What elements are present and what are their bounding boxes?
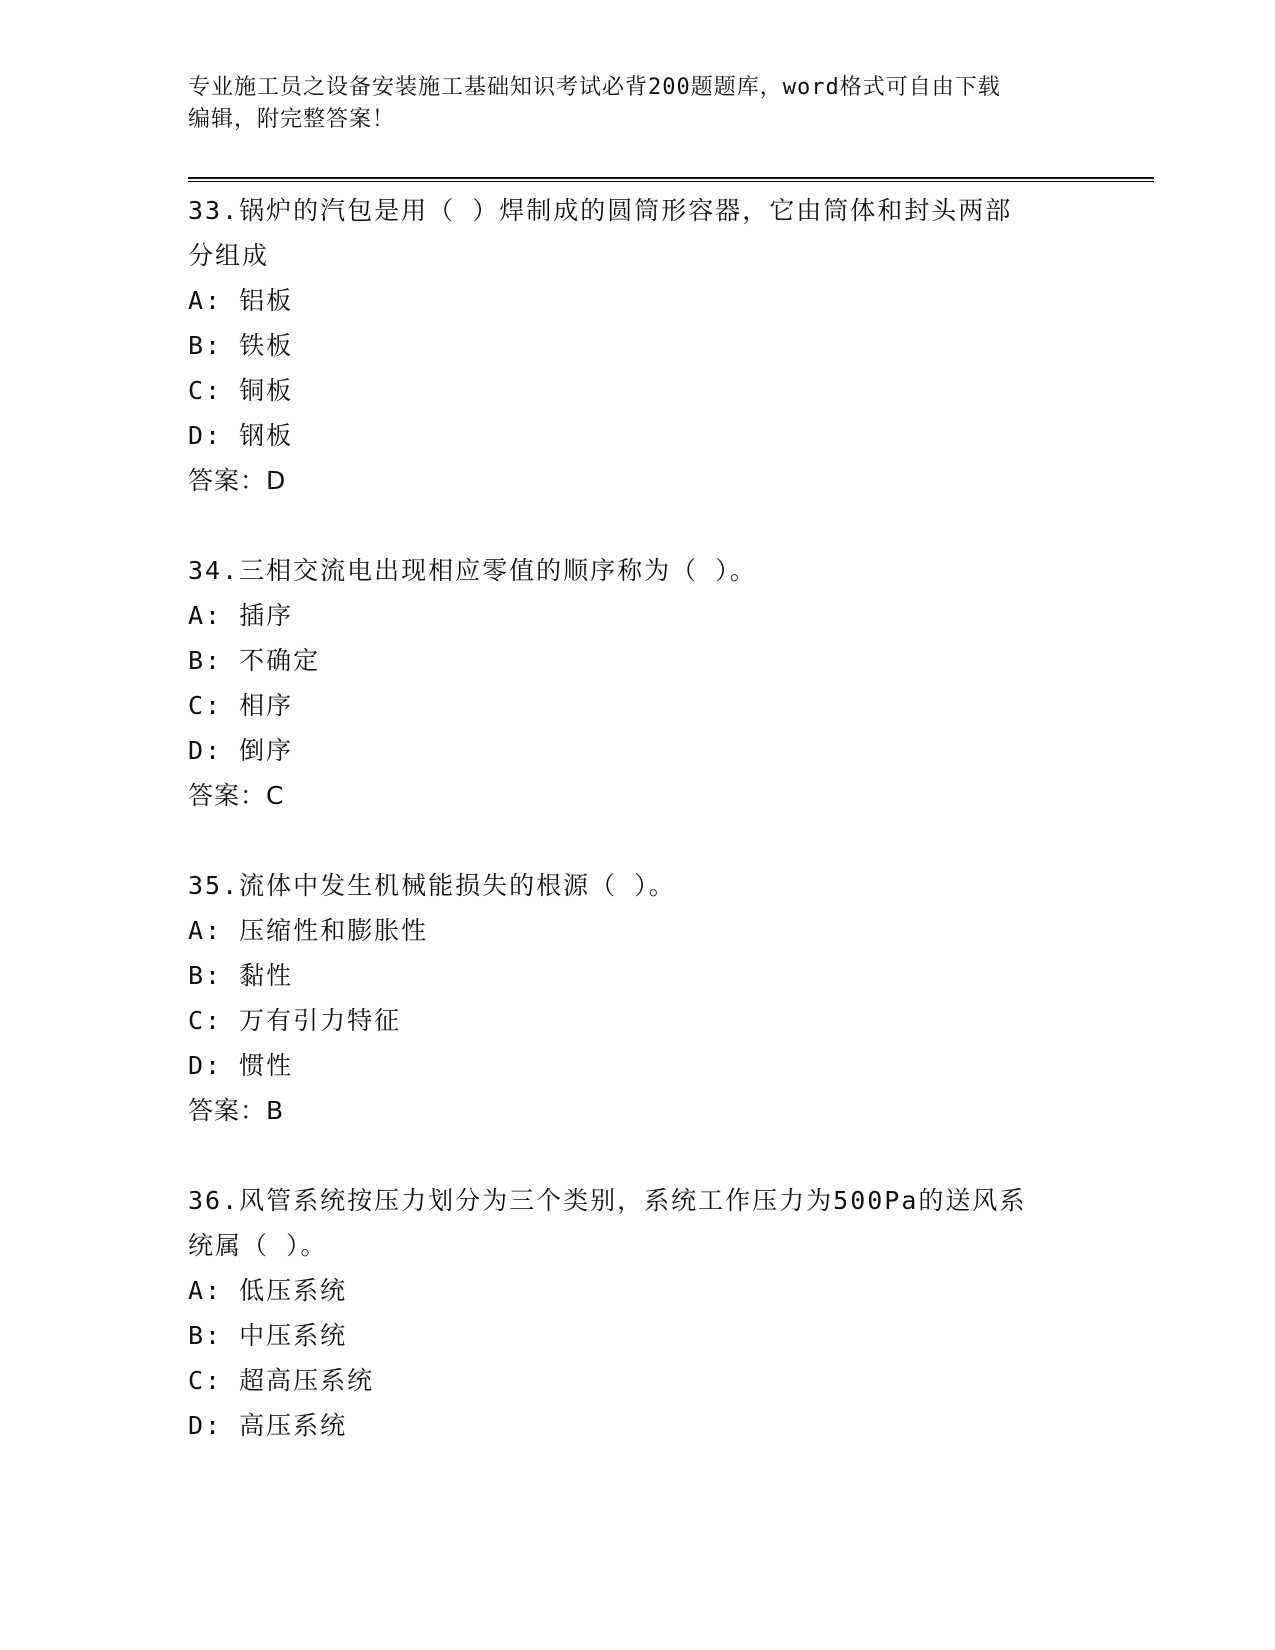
option-a: A: 低压系统 — [188, 1276, 348, 1305]
option-b: B: 铁板 — [188, 331, 294, 360]
header-divider — [188, 177, 1154, 182]
question-stem-continued: 分组成 — [188, 241, 270, 270]
option-c: C: 相序 — [188, 691, 294, 720]
question-stem: 35.流体中发生机械能损失的根源（ ）。 — [188, 871, 676, 900]
option-c: C: 铜板 — [188, 376, 294, 405]
question-stem: 34.三相交流电出现相应零值的顺序称为（ ）。 — [188, 556, 757, 585]
answer: 答案：C — [188, 781, 285, 810]
option-d: D: 倒序 — [188, 736, 294, 765]
option-a: A: 压缩性和膨胀性 — [188, 916, 429, 945]
header-line-1: 专业施工员之设备安装施工基础知识考试必背200题题库，word格式可自由下载 — [188, 75, 1001, 100]
question-list — [188, 188, 1088, 1493]
option-a: A: 插序 — [188, 601, 294, 630]
answer: 答案：B — [188, 1096, 285, 1125]
question-33 — [188, 188, 1088, 503]
document-header — [188, 72, 1068, 136]
option-d: D: 钢板 — [188, 421, 294, 450]
question-36 — [188, 1178, 1088, 1448]
option-c: C: 超高压系统 — [188, 1366, 375, 1395]
option-d: D: 惯性 — [188, 1051, 294, 1080]
question-34 — [188, 548, 1088, 818]
option-b: B: 中压系统 — [188, 1321, 348, 1350]
question-stem: 36.风管系统按压力划分为三个类别，系统工作压力为500Pa的送风系 — [188, 1186, 1027, 1215]
option-b: B: 黏性 — [188, 961, 294, 990]
option-c: C: 万有引力特征 — [188, 1006, 402, 1035]
question-stem: 33.锅炉的汽包是用（ ）焊制成的圆筒形容器，它由筒体和封头两部 — [188, 196, 1013, 225]
header-line-2: 编辑，附完整答案！ — [188, 107, 396, 132]
answer: 答案：D — [188, 466, 287, 495]
option-d: D: 高压系统 — [188, 1411, 348, 1440]
option-a: A: 铝板 — [188, 286, 294, 315]
question-35 — [188, 863, 1088, 1133]
question-stem-continued: 统属（ ）。 — [188, 1231, 328, 1260]
option-b: B: 不确定 — [188, 646, 321, 675]
